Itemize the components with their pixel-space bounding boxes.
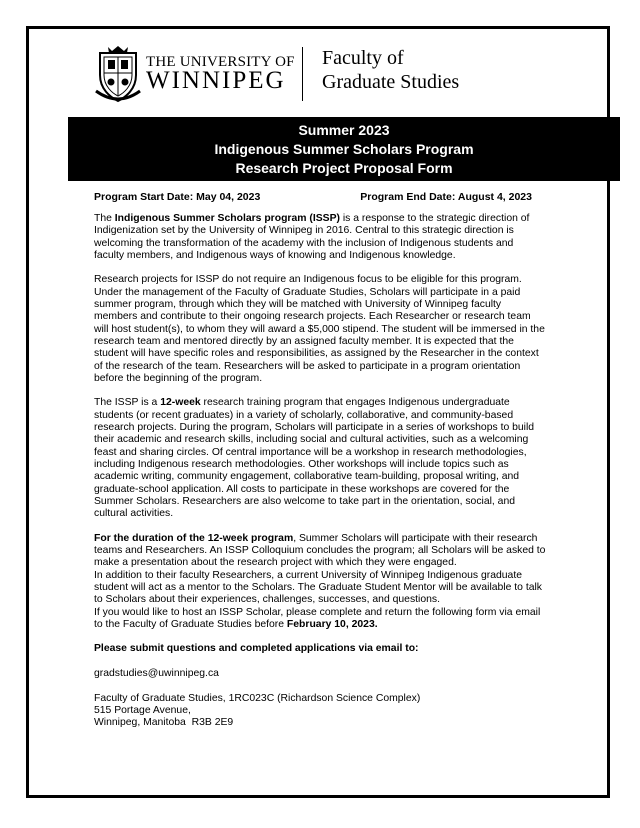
address-line3: Winnipeg, Manitoba R3B 2E9 — [94, 717, 234, 729]
banner-program: Indigenous Summer Scholars Program — [214, 141, 474, 157]
faculty-name-line1: Faculty of — [322, 47, 404, 69]
address-line1: Faculty of Graduate Studies, 1RC023C (Richardson Science Complex) — [94, 692, 421, 704]
banner-year: Summer 2023 — [298, 122, 390, 138]
contact-email: gradstudies@uwinnipeg.ca — [94, 667, 219, 679]
letterhead — [94, 45, 494, 105]
program-dates — [94, 191, 532, 205]
text: The ISSP is a — [94, 397, 161, 409]
university-name-prefix: THE UNIVERSITY OF — [146, 54, 295, 70]
paragraph-training-program — [94, 397, 546, 520]
text: research training program that engages Indigenous undergraduate students (or recent graduates) in a variety of scholarly, collaborative, and community-based research projects. During the program, Scholars will participate in a series of workshops to build their academic and research skills, including social and cultural activities, such as a welcoming feast and sharing circles. Of central importance will be a workshop in research methodologies, including Indigenous research methodologies. Other workshops will include topics such as academic writing, community engagement, collaborative team-building, proposal writing, and graduate-school application. All costs to participate in these workshops are covered for the Summer Scholars. Researchers are also welcome to take part in the orientation, social, and cultural activities. — [94, 397, 535, 520]
program-start-date: Program Start Date: May 04, 2023 — [94, 191, 261, 203]
paragraph-mentor: In addition to their faculty Researchers, a current University of Winnipeg Indigenous graduate student will act as a mentor to the Scholars. The Graduate Student Mentor will be available to talk to Scholars about their experiences, challenges, successes, and questions. — [94, 569, 542, 606]
university-crest-logo — [94, 45, 142, 103]
text: is a response to the strategic direction of Indigenization set by the University of Winnipeg in 2016. Central to this strategic direction is welcoming the transformation of the academy with the inclusion of Indigenous students and faculty members, and Indigenous ways of knowing and Indigenous knowledge. — [94, 213, 530, 261]
paragraph-research-projects: Research projects for ISSP do not require an Indigenous focus to be eligible for this program. Under the management of the Faculty of Graduate Studies, Scholars will participate in a paid summer program, through which they will be matched with University of Winnipeg faculty members and contribute to their ongoing research projects. Each Researcher or research team will host student(s), to whom they will award a $5,000 stipend. The student will be immersed in the research team and mentored directly by an assigned faculty member. It is expected that the student will have specific roles and responsibilities, as assigned by the Researcher in the context of the research of the team. Researchers will be asked to participate in a program orientation before the beginning of the program. — [94, 274, 545, 384]
banner-form-title: Research Project Proposal Form — [235, 160, 453, 176]
program-end-date: Program End Date: August 4, 2023 — [360, 191, 532, 203]
text: The — [94, 213, 115, 224]
program-name-bold: Indigenous Summer Scholars program (ISSP) — [114, 213, 340, 224]
submit-instructions — [94, 643, 546, 655]
paragraph-host-request — [94, 607, 546, 632]
faculty-name-line2: Graduate Studies — [322, 71, 460, 93]
mailing-address — [94, 693, 546, 730]
submit-heading: Please submit questions and completed applications via email to: — [94, 643, 419, 655]
title-banner — [68, 117, 620, 181]
address-line2: 515 Portage Avenue, — [94, 704, 191, 716]
duration-heading-bold: For the duration of the 12-week program — [94, 532, 294, 544]
paragraph-duration — [94, 533, 546, 570]
document-body — [94, 213, 546, 729]
letterhead-divider — [302, 47, 303, 101]
text: , Summer Scholars will participate with their research teams and Researchers. An ISSP Colloquium concludes the program; all Scholars will be asked to make a presentation about the research project with which they were engaged. — [94, 532, 546, 569]
university-name: WINNIPEG — [146, 67, 286, 94]
paragraph-intro — [94, 213, 546, 262]
text: If you would like to host an ISSP Scholar, please complete and return the following form via email to the Faculty of Graduate Studies before — [94, 606, 541, 630]
duration-bold: 12-week — [160, 397, 201, 409]
deadline-bold: February 10, 2023. — [286, 618, 378, 630]
